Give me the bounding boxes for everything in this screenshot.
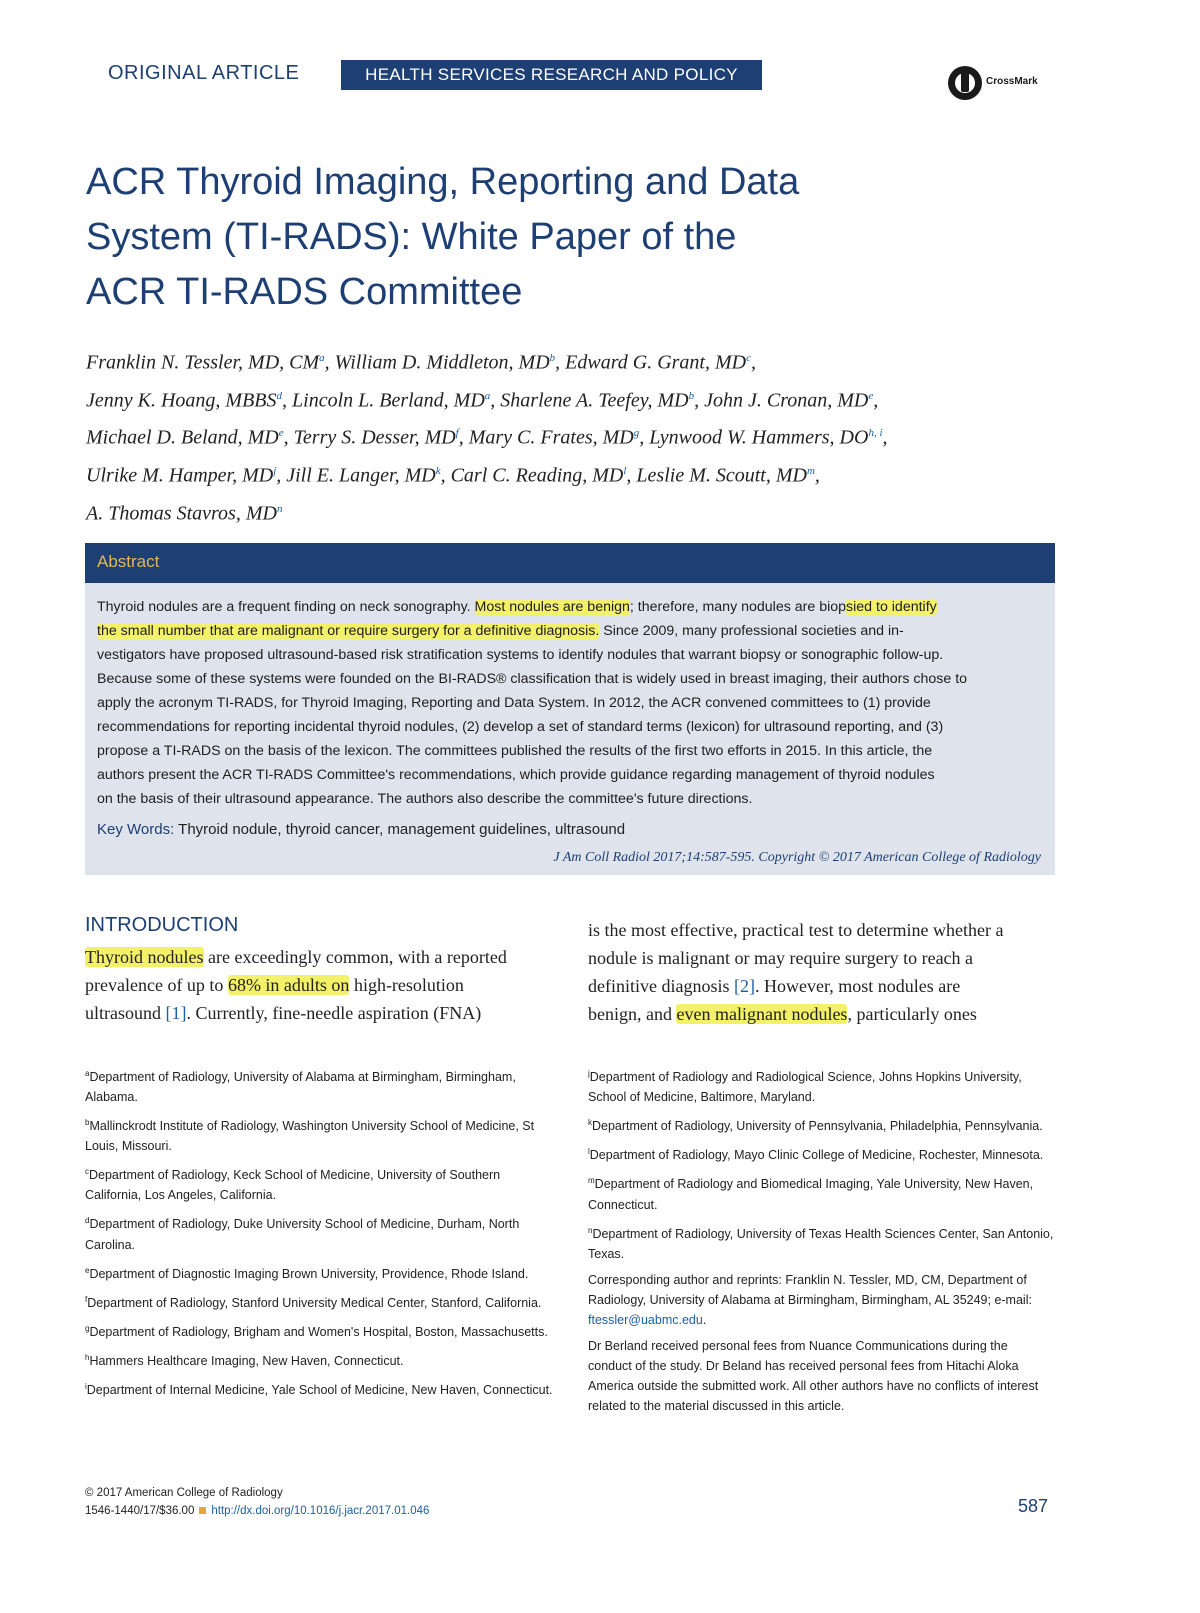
footnote-text: Department of Radiology, University of Alabama at Birmingham, Birmingham, Alabama. — [85, 1070, 516, 1105]
footnote-text: Department of Radiology, Stanford University Medical Center, Stanford, California. — [87, 1295, 542, 1310]
author-affiliation-marker[interactable]: b — [549, 352, 556, 364]
author-name: Mary C. Frates, MD — [468, 426, 634, 449]
text-segment: ultrasound — [85, 1003, 166, 1023]
affiliation-footnote — [85, 1348, 553, 1371]
title-line: ACR TI-RADS Committee — [86, 271, 523, 313]
author-affiliation-marker[interactable]: h, i — [868, 427, 883, 440]
footnote-marker: i — [85, 1382, 87, 1392]
highlighted-text: 68% in adults on — [227, 975, 350, 995]
footnote-text: Hammers Healthcare Imaging, New Haven, Connecticut. — [89, 1354, 404, 1369]
author-affiliation-marker[interactable]: l — [623, 464, 627, 477]
corresponding-author-note — [588, 1270, 1054, 1330]
footnote-marker: j — [588, 1069, 590, 1078]
issn-doi-line — [85, 1502, 429, 1520]
text-segment: apply the acronym TI-RADS, for Thyroid Imaging, Reporting and Data System. In 2012, the ACR convened committees to (1) provide — [97, 695, 931, 711]
affiliation-footnote — [85, 1261, 553, 1284]
issn: 1546-1440/17/$36.00 — [85, 1505, 195, 1517]
text-segment: benign, and — [588, 1004, 677, 1024]
highlighted-text: sied to identify — [846, 599, 937, 615]
affiliation-footnote — [588, 1113, 1054, 1136]
corresponding-text: Corresponding author and reprints: Franklin N. Tessler, MD, CM, Department of Radiology, University of Alabama at Birmingham, Birmingham, AL 35249; e-mail: — [588, 1272, 1032, 1307]
affiliation-footnote — [588, 1171, 1054, 1214]
author-name: William D. Middleton, MD — [334, 351, 550, 374]
article-type-label: ORIGINAL ARTICLE — [108, 62, 300, 84]
text-segment: Thyroid nodules are a frequent finding on neck sonography. — [97, 599, 475, 615]
affiliations-right — [588, 1064, 1054, 1422]
footnote-text: Department of Radiology and Biomedical Imaging, Yale University, New Haven, Connecticut. — [588, 1177, 1034, 1212]
text-segment: Since 2009, many professional societies and in- — [599, 623, 904, 639]
author-affiliation-marker[interactable]: e — [278, 427, 284, 440]
footnote-text: Department of Radiology, University of Pennsylvania, Philadelphia, Pennsylvania. — [592, 1119, 1043, 1134]
author-affiliation-marker[interactable]: e — [868, 389, 874, 402]
author-name: Jenny K. Hoang, MBBS — [86, 389, 277, 412]
footnote-marker: a — [85, 1069, 90, 1078]
text-segment: . However, most nodules are — [754, 976, 961, 996]
author-name: Carl C. Reading, MD — [450, 464, 624, 487]
author-name: A. Thomas Stavros, MD — [86, 502, 277, 525]
text-segment: definitive diagnosis — [588, 976, 734, 996]
footnote-marker: e — [85, 1265, 90, 1275]
author-affiliation-marker[interactable]: m — [806, 464, 815, 477]
author-affiliation-marker[interactable]: a — [319, 352, 325, 364]
text-segment: propose a TI-RADS on the basis of the lexicon. The committees published the results of the first two efforts in 2015. In this article, the — [97, 743, 933, 759]
keywords-line — [97, 821, 625, 838]
text-line — [97, 691, 1043, 715]
footnote-text: Department of Radiology, Mayo Clinic College of Medicine, Rochester, Minnesota. — [589, 1148, 1044, 1163]
footnote-text: Department of Radiology and Radiological Science, Johns Hopkins University, School of Medicine, Baltimore, Maryland. — [588, 1070, 1022, 1105]
text-segment: on the basis of their ultrasound appearance. The authors also describe the committee's future directions. — [97, 791, 753, 807]
text-segment: prevalence of up to — [85, 975, 228, 995]
author-affiliation-marker[interactable]: d — [276, 389, 283, 402]
affiliation-footnote — [588, 1221, 1054, 1264]
text-line — [85, 971, 553, 999]
text-segment: ; therefore, many nodules are biop — [629, 599, 847, 615]
text-line — [97, 643, 1043, 667]
text-line — [97, 787, 1043, 811]
author-line: Franklin N. Tessler, MD, CM$^a$, William D. Middleton, MD$^b$, Edward G. Grant, MD$^c$, — [86, 351, 756, 374]
page-footer — [85, 1484, 429, 1520]
text-line — [97, 739, 1043, 763]
author-list — [86, 342, 1066, 530]
author-name: Franklin N. Tessler, MD, CM — [86, 351, 320, 374]
author-name: Edward G. Grant, MD — [565, 351, 747, 374]
text-line — [588, 972, 1054, 1000]
abstract-panel — [85, 583, 1055, 875]
author-line: Jenny K. Hoang, MBBS$^d$, Lincoln L. Berland, MD$^a$, Sharlene A. Teefey, MD$^b$, John J. Cronan, MDe, — [86, 389, 879, 412]
author-line — [86, 493, 1066, 531]
author-name: John J. Cronan, MD — [704, 389, 869, 412]
text-segment: authors present the ACR TI-RADS Committee's recommendations, which provide guidance regarding management of thyroid nodules — [97, 767, 935, 783]
page-number: 587 — [1018, 1496, 1049, 1516]
text-line — [588, 944, 1054, 972]
text-segment: recommendations for reporting incidental thyroid nodules, (2) develop a set of standard terms (lexicon) for ultrasound reporting, and (3) — [97, 719, 944, 735]
footnote-text: Department of Radiology, University of Texas Health Sciences Center, San Antonio, Texas. — [588, 1226, 1054, 1261]
text-segment: are exceedingly common, with a reported — [203, 947, 507, 967]
affiliation-footnote — [588, 1064, 1054, 1107]
title-line: ACR Thyroid Imaging, Reporting and Data — [86, 161, 800, 203]
crossmark-badge[interactable] — [948, 66, 1048, 104]
reference-link[interactable]: [2] — [733, 976, 755, 996]
intro-right-column — [588, 916, 1054, 1028]
text-line — [85, 999, 553, 1027]
disclosure-note: Dr Berland received personal fees from Nuance Communications during the conduct of the study. Dr Beland has received personal fees from Hitachi Aloka America outside the submitted work. All other authors have no conflicts of interest related to the material discussed in this article. — [588, 1338, 1039, 1413]
author-affiliation-marker[interactable]: n — [276, 502, 283, 515]
text-line — [85, 943, 553, 971]
email-link[interactable]: ftessler@uabmc.edu — [588, 1312, 703, 1327]
text-segment: high-resolution — [349, 975, 464, 995]
footnote-marker: f — [85, 1294, 88, 1304]
author-name: Jill E. Langer, MD — [286, 464, 436, 487]
footnote-text: Department of Diagnostic Imaging Brown University, Providence, Rhode Island. — [89, 1266, 529, 1281]
text-line — [97, 619, 1043, 643]
keywords-values: Thyroid nodule, thyroid cancer, management guidelines, ultrasound — [178, 821, 626, 838]
abstract-header-bar — [85, 543, 1055, 583]
intro-left-column — [85, 943, 553, 1027]
doi-link[interactable]: http://dx.doi.org/10.1016/j.jacr.2017.01.046 — [211, 1505, 430, 1517]
text-line — [97, 595, 1043, 619]
author-affiliation-marker[interactable]: j — [273, 464, 277, 477]
text-line — [588, 1000, 1054, 1028]
highlighted-text: Most nodules are benign — [474, 599, 630, 615]
category-banner: HEALTH SERVICES RESEARCH AND POLICY — [341, 60, 762, 90]
text-line — [97, 763, 1043, 787]
text-segment: vestigators have proposed ultrasound-based risk stratification systems to identify nodules that warrant biopsy or sonographic follow-up. — [97, 647, 944, 663]
crossmark-icon — [948, 66, 982, 100]
corresponding-end: . — [702, 1312, 707, 1327]
affiliation-footnote — [85, 1162, 553, 1205]
author-affiliation-marker[interactable]: a — [484, 389, 491, 402]
footnote-text: Department of Internal Medicine, Yale School of Medicine, New Haven, Connecticut. — [86, 1383, 553, 1398]
affiliations-left — [85, 1064, 553, 1406]
author-affiliation-marker[interactable]: k — [435, 464, 441, 477]
doi-marker-icon — [199, 1507, 206, 1514]
text-line — [97, 715, 1043, 739]
author-name: Terry S. Desser, MD — [293, 426, 456, 449]
text-line — [97, 667, 1043, 691]
author-name: Michael D. Beland, MD — [86, 426, 279, 449]
affiliation-footnote — [85, 1290, 553, 1313]
footnote-text: Department of Radiology, Duke University School of Medicine, Durham, North Carolina. — [85, 1217, 520, 1252]
footnote-marker: g — [85, 1323, 90, 1333]
footnote-marker: d — [85, 1216, 90, 1226]
keywords-label: Key Words: — [97, 821, 175, 838]
affiliation-footnote — [85, 1319, 553, 1342]
affiliation-footnote — [588, 1142, 1054, 1165]
affiliation-footnote — [85, 1064, 553, 1107]
footnote-marker: b — [85, 1118, 90, 1128]
footnote-text: Mallinckrodt Institute of Radiology, Washington University School of Medicine, St Louis, Missouri. — [85, 1119, 535, 1154]
text-segment: is the most effective, practical test to determine whether a — [588, 920, 1004, 940]
abstract-heading: Abstract — [97, 552, 160, 571]
footnote-marker: h — [85, 1353, 90, 1363]
highlighted-text: Thyroid nodules — [85, 947, 204, 967]
article-title — [86, 155, 986, 320]
journal-citation: J Am Coll Radiol 2017;14:587-595. Copyright © 2017 American College of Radiology — [553, 850, 1041, 865]
footnote-marker: m — [588, 1176, 595, 1186]
crossmark-label: CrossMark — [986, 76, 1038, 87]
author-line: Ulrike M. Hamper, MD$^j$, Jill E. Langer, MD$^k$, Carl C. Reading, MD$^l$, Leslie M. Scoutt, MD$^m$, — [86, 464, 820, 487]
text-segment: , particularly ones — [847, 1004, 977, 1024]
affiliation-footnote — [85, 1377, 553, 1400]
title-line: System (TI-RADS): White Paper of the — [86, 216, 737, 258]
abstract-text — [97, 595, 1043, 811]
author-name: Ulrike M. Hamper, MD — [86, 464, 274, 487]
author-affiliation-marker[interactable]: c — [746, 352, 751, 364]
footnote-text: Department of Radiology, Brigham and Women's Hospital, Boston, Massachusetts. — [89, 1325, 548, 1340]
highlighted-text: even malignant nodules — [676, 1004, 848, 1024]
affiliation-footnote — [85, 1113, 553, 1156]
text-segment: nodule is malignant or may require surgery to reach a — [588, 948, 974, 968]
author-affiliation-marker[interactable]: b — [688, 389, 695, 402]
author-line: Michael D. Beland, MDe, Terry S. Desser, MD$^f$, Mary C. Frates, MD$^g$, Lynwood W. Hammers, DO$^{h, i}$, — [86, 426, 888, 449]
highlighted-text: the small number that are malignant or require surgery for a definitive diagnosis. — [97, 623, 600, 639]
copyright-line: © 2017 American College of Radiology — [85, 1487, 283, 1499]
text-segment: . Currently, fine-needle aspiration (FNA) — [186, 1003, 482, 1023]
author-name: Lynwood W. Hammers, DO — [649, 426, 869, 449]
author-name: Leslie M. Scoutt, MD — [636, 464, 807, 487]
section-heading-introduction: INTRODUCTION — [85, 914, 239, 936]
author-affiliation-marker[interactable]: f — [455, 427, 459, 440]
text-segment: Because some of these systems were founded on the BI-RADS® classification that is widely used in breast imaging, their authors chose to — [97, 671, 968, 687]
affiliation-footnote — [85, 1211, 553, 1254]
author-name: Lincoln L. Berland, MD — [292, 389, 485, 412]
footnote-marker: c — [85, 1167, 89, 1177]
author-name: Sharlene A. Teefey, MD — [500, 389, 689, 412]
author-affiliation-marker[interactable]: g — [633, 427, 640, 440]
footnote-marker: l — [588, 1147, 590, 1157]
reference-link[interactable]: [1] — [165, 1003, 187, 1023]
footnote-marker: k — [588, 1118, 592, 1128]
footnote-marker: n — [588, 1225, 593, 1235]
text-line — [588, 916, 1054, 944]
footnote-text: Department of Radiology, Keck School of Medicine, University of Southern California, Los Angeles, California. — [85, 1168, 501, 1203]
